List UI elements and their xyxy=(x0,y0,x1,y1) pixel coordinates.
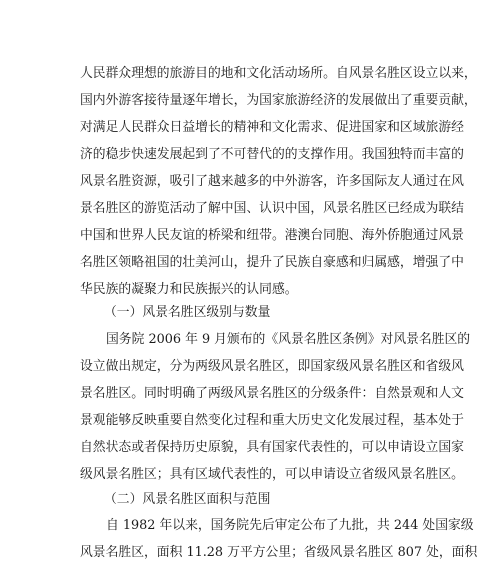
paragraph-line: 级风景名胜区；具有区域代表性的，可以申请设立省级风景名胜区。 xyxy=(80,467,464,482)
paragraph-line: 设立做出规定，分为两级风景名胜区，即国家级风景名胜区和省级风 xyxy=(80,359,464,374)
paragraph-line: 景观能够反映重要自然变化过程和重大历史文化发展过程，基本处于 xyxy=(80,413,464,428)
paragraph-line: 景名胜区的游览活动了解中国、认识中国，风景名胜区已经成为联结 xyxy=(80,201,464,216)
paragraph-line: 自 1982 年以来，国务院先后审定公布了九批，共 244 处国家级 xyxy=(106,518,474,533)
paragraph-line: 景名胜区。同时明确了两级风景名胜区的分级条件：自然景观和人文 xyxy=(80,386,464,401)
paragraph-line: 风景名胜资源，吸引了越来越多的中外游客，许多国际友人通过在风 xyxy=(80,174,464,189)
paragraph-line: 国务院 2006 年 9 月颁布的《风景名胜区条例》对风景名胜区的 xyxy=(106,332,471,347)
paragraph-line: 名胜区领略祖国的壮美河山，提升了民族自豪感和归属感，增强了中 xyxy=(80,255,464,270)
paragraph-line: 国内外游客接待量逐年增长，为国家旅游经济的发展做出了重要贡献， xyxy=(80,93,477,108)
paragraph-line: 风景名胜区，面积 11.28 万平方公里；省级风景名胜区 807 处，面积 xyxy=(80,545,478,560)
section-heading: （二）风景名胜区面积与范围 xyxy=(104,492,271,507)
section-heading: （一）风景名胜区级别与数量 xyxy=(104,305,271,320)
paragraph-line: 人民群众理想的旅游目的地和文化活动场所。自风景名胜区设立以来， xyxy=(80,66,477,81)
paragraph-line: 对满足人民群众日益增长的精神和文化需求、促进国家和区域旅游经 xyxy=(80,120,464,135)
paragraph-line: 自然状态或者保持历史原貌，具有国家代表性的，可以申请设立国家 xyxy=(80,440,464,455)
paragraph-line: 中国和世界人民友谊的桥梁和纽带。港澳台同胞、海外侨胞通过风景 xyxy=(80,228,464,243)
paragraph-line: 济的稳步快速发展起到了不可替代的的支撑作用。我国独特而丰富的 xyxy=(80,147,464,162)
paragraph-line: 华民族的凝聚力和民族振兴的认同感。 xyxy=(80,282,298,297)
